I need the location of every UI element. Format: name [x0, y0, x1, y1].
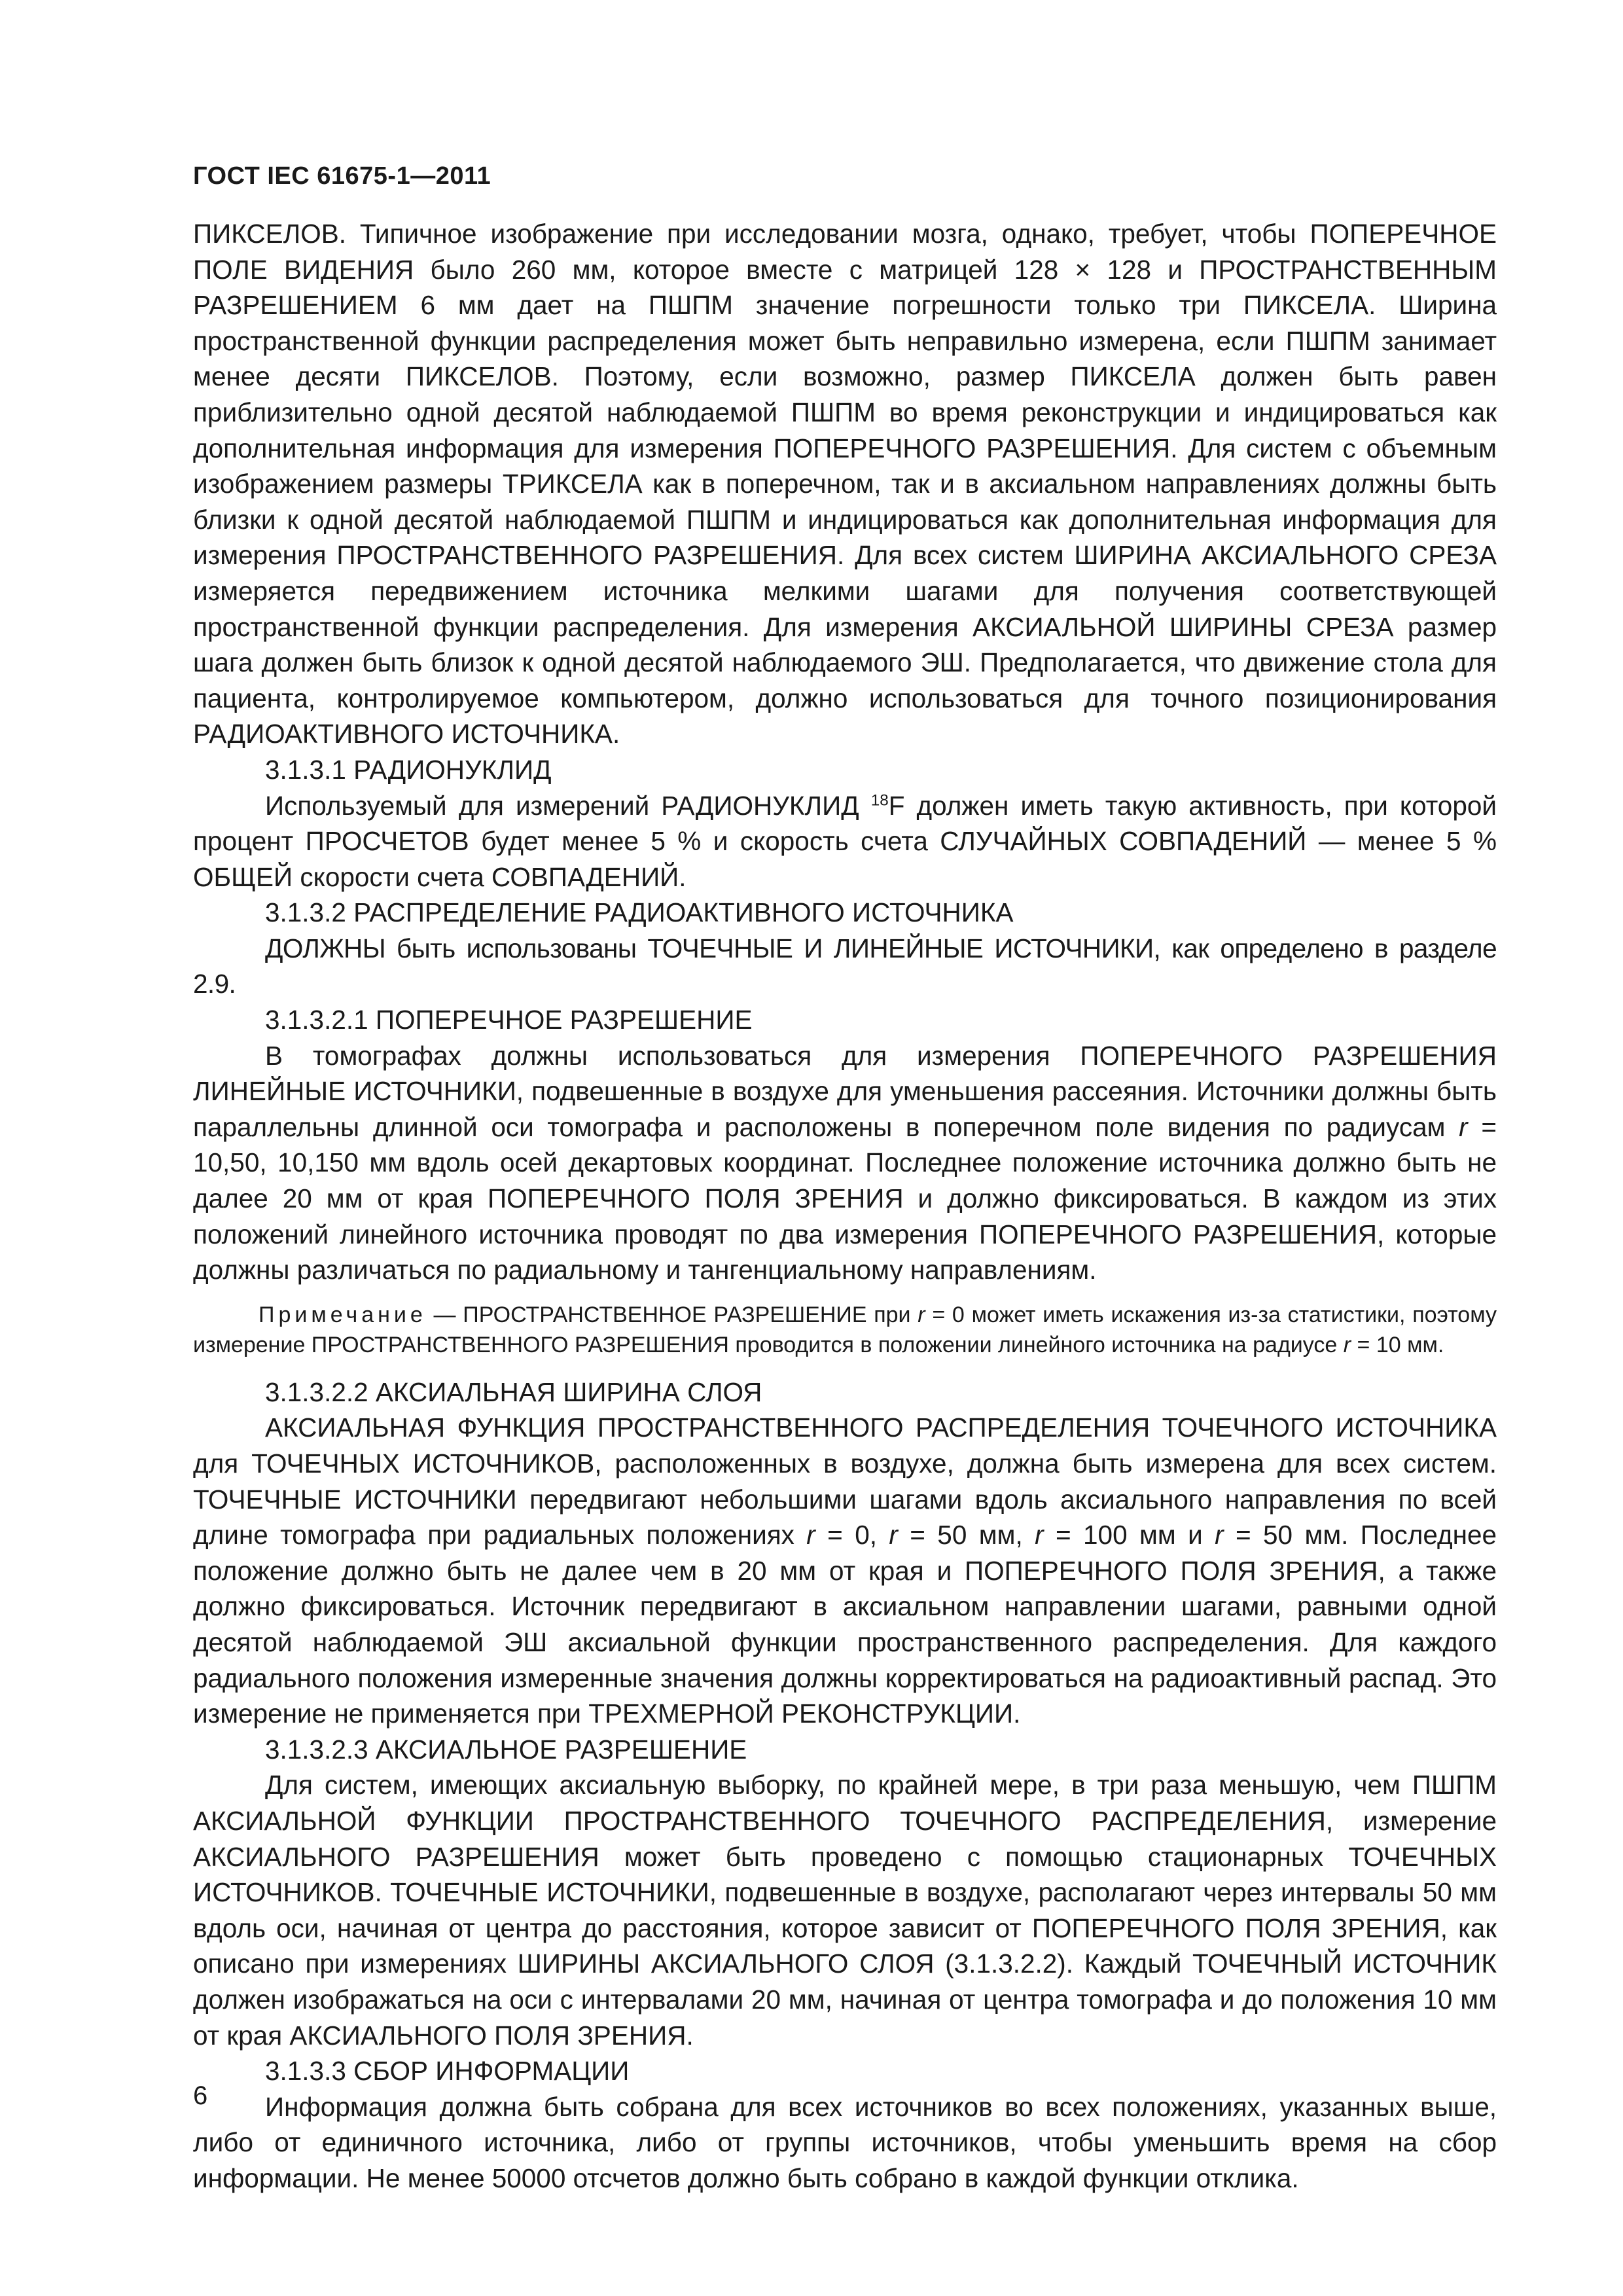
- variable-r: r: [1035, 1520, 1044, 1551]
- paragraph-axial-resolution: Для систем, имеющих аксиальную выборку, по крайней мере, в три раза меньшую, чем ПШПМ АКСИАЛЬНОЙ ФУНКЦИИ ПРОСТРАНСТВЕННОГО ТОЧЕЧНОГО РАСПРЕДЕЛЕНИЯ, измерение АКСИАЛЬНОГО РАЗРЕШЕНИЯ может быть проведено с помощью стационарных ТОЧЕЧНЫХ ИСТОЧНИКОВ. ТОЧЕЧНЫЕ ИСТОЧНИКИ, подвешенные в воздухе, располагают через интервалы 50 мм вдоль оси, начиная от центра до расстояния, которое зависит от ПОПЕРЕЧНОГО ПОЛЯ ЗРЕНИЯ, как описано при измерениях ШИРИНЫ АКСИАЛЬНОГО СЛОЯ (3.1.3.2.2). Каждый ТОЧЕЧНЫЙ ИСТОЧНИК должен изображаться на оси с интервалами 20 мм, начиная от центра томографа и до положения 10 мм от края АКСИАЛЬНОГО ПОЛЯ ЗРЕНИЯ.: [193, 1770, 1497, 2051]
- paragraph-pixels: ПИКСЕЛОВ. Типичное изображение при исследовании мозга, однако, требует, чтобы ПОПЕРЕЧНОЕ ПОЛЕ ВИДЕНИЯ было 260 мм, которое вместе с матрицей 128 × 128 и ПРОСТРАНСТВЕННЫМ РАЗРЕШЕНИЕМ 6 мм дает на ПШПМ значение погрешности только три ПИКСЕЛА. Ширина пространственной функции распределения может быть неправильно измерена, если ПШПМ занимает менее десяти ПИКСЕЛОВ. Поэтому, если возможно, размер ПИКСЕЛА должен быть равен приблизительно одной десятой наблюдаемой ПШПМ во время реконструкции и индицироваться как дополнительная информация для измерения ПОПЕРЕЧНОГО РАЗРЕШЕНИЯ. Для систем с объемным изображением размеры ТРИКСЕЛА как в поперечном, так и в аксиальном направлениях должны быть близки к одной десятой наблюдаемой ПШПМ и индицироваться как дополнительная информация для измерения ПРОСТРАНСТВЕННОГО РАЗРЕШЕНИЯ. Для всех систем ШИРИНА АКСИАЛЬНОГО СРЕЗА измеряется передвижением источника мелкими шагами для получения соответствующей пространственной функции распределения. Для измерения АКСИАЛЬНОЙ ШИРИНЫ СРЕЗА размер шага должен быть близок к одной десятой наблюдаемого ЭШ. Предполагается, что движение стола для пациента, контролируемое компьютером, должно использоваться для точного позиционирования РАДИОАКТИВНОГО ИСТОЧНИКА.: [193, 219, 1497, 749]
- paragraph-source-distribution: ДОЛЖНЫ быть использованы ТОЧЕЧНЫЕ И ЛИНЕЙНЫЕ ИСТОЧНИКИ, как определено в разделе 2.9.: [193, 933, 1497, 999]
- section-heading-transverse-resolution: 3.1.3.2.1 ПОПЕРЕЧНОЕ РАЗРЕШЕНИЕ: [265, 1005, 753, 1035]
- paragraph-radionuclide: [193, 788, 1497, 895]
- text-run: = 100 мм и: [1043, 1520, 1215, 1551]
- text-run: = 50 мм,: [897, 1520, 1035, 1551]
- paragraph-axial-slice-width: [193, 1410, 1497, 1731]
- section-heading-data-collection: 3.1.3.3 СБОР ИНФОРМАЦИИ: [265, 2056, 630, 2087]
- paragraph-transverse-resolution: [193, 1038, 1497, 1288]
- text-run: = 0,: [815, 1520, 889, 1551]
- document-header: ГОСТ IEC 61675-1—2011: [193, 162, 491, 190]
- text-run: = 50 мм. Последнее положение должно быть не далее чем в 20 мм от края и ПОПЕРЕЧНОГО ПОЛЯ ЗРЕНИЯ, а также должно фиксироваться. Источник передвигают в аксиальном направлении шагами, равными одной десятой наблюдаемой ЭШ аксиальной функции пространственного распределения. Для каждого радиального положения измеренные значения должны корректироваться на радиоактивный распад. Это измерение не применяется при ТРЕХМЕРНОЙ РЕКОНСТРУКЦИИ.: [193, 1520, 1497, 1729]
- text-run: — ПРОСТРАНСТВЕННОЕ РАЗРЕШЕНИЕ при: [426, 1302, 918, 1327]
- superscript: 18: [870, 791, 889, 809]
- text-run: АКСИАЛЬНАЯ ФУНКЦИЯ ПРОСТРАНСТВЕННОГО РАСПРЕДЕЛЕНИЯ ТОЧЕЧНОГО ИСТОЧНИКА для ТОЧЕЧНЫХ ИСТОЧНИКОВ, расположенных в воздухе, должна быть измерена для всех систем. ТОЧЕЧНЫЕ ИСТОЧНИКИ передвигают небольшими шагами вдоль аксиального направления по всей длине томографа при радиальных положениях: [193, 1412, 1497, 1551]
- text-run: В томографах должны использоваться для измерения ПОПЕРЕЧНОГО РАЗРЕШЕНИЯ ЛИНЕЙНЫЕ ИСТОЧНИКИ, подвешенные в воздухе для уменьшения рассеяния. Источники должны быть параллельны длинной оси томографа и расположены в поперечном поле видения по радиусам: [193, 1040, 1497, 1142]
- section-heading-axial-resolution: 3.1.3.2.3 АКСИАЛЬНОЕ РАЗРЕШЕНИЕ: [265, 1734, 747, 1765]
- variable-r: r: [1459, 1111, 1468, 1142]
- text-run: = 10 мм.: [1351, 1332, 1444, 1357]
- page-number: 6: [193, 2081, 208, 2110]
- note: [193, 1300, 1497, 1360]
- note-label: Примечание: [259, 1302, 427, 1327]
- variable-r: r: [1343, 1332, 1351, 1357]
- text-run: = 0 может иметь искажения из-за статистики, поэтому измерение ПРОСТРАНСТВЕННОГО РАЗРЕШЕНИЯ проводится в положении линейного источника на радиусе: [193, 1302, 1497, 1357]
- variable-r: r: [889, 1520, 898, 1551]
- text-run: Используемый для измерений РАДИОНУКЛИД: [265, 790, 871, 821]
- variable-r: r: [918, 1302, 925, 1327]
- section-heading-radionuclide: 3.1.3.1 РАДИОНУКЛИД: [265, 754, 552, 785]
- variable-r: r: [806, 1520, 815, 1551]
- section-heading-axial-slice-width: 3.1.3.2.2 АКСИАЛЬНАЯ ШИРИНА СЛОЯ: [265, 1376, 762, 1407]
- section-heading-source-distribution: 3.1.3.2 РАСПРЕДЕЛЕНИЕ РАДИОАКТИВНОГО ИСТОЧНИКА: [265, 897, 1014, 928]
- paragraph-data-collection: Информация должна быть собрана для всех источников во всех положениях, указанных выше, либо от единичного источника, либо от группы источников, чтобы уменьшить время на сбор информации. Не менее 50000 отсчетов должно быть собрано в каждой функции отклика.: [193, 2091, 1497, 2193]
- document-body: [193, 216, 1497, 2196]
- text-run: = 10,50, 10,150 мм вдоль осей декартовых координат. Последнее положение источника должно быть не далее 20 мм от края ПОПЕРЕЧНОГО ПОЛЯ ЗРЕНИЯ и должно фиксироваться. В каждом из этих положений линейного источника проводят по два измерения ПОПЕРЕЧНОГО РАЗРЕШЕНИЯ, которые должны различаться по радиальному и тангенциальному направлениям.: [193, 1111, 1497, 1285]
- text-run: F должен иметь такую активность, при которой процент ПРОСЧЕТОВ будет менее 5 % и скорость счета СЛУЧАЙНЫХ СОВПАДЕНИЙ — менее 5 % ОБЩЕЙ скорости счета СОВПАДЕНИЙ.: [193, 790, 1497, 892]
- variable-r: r: [1215, 1520, 1224, 1551]
